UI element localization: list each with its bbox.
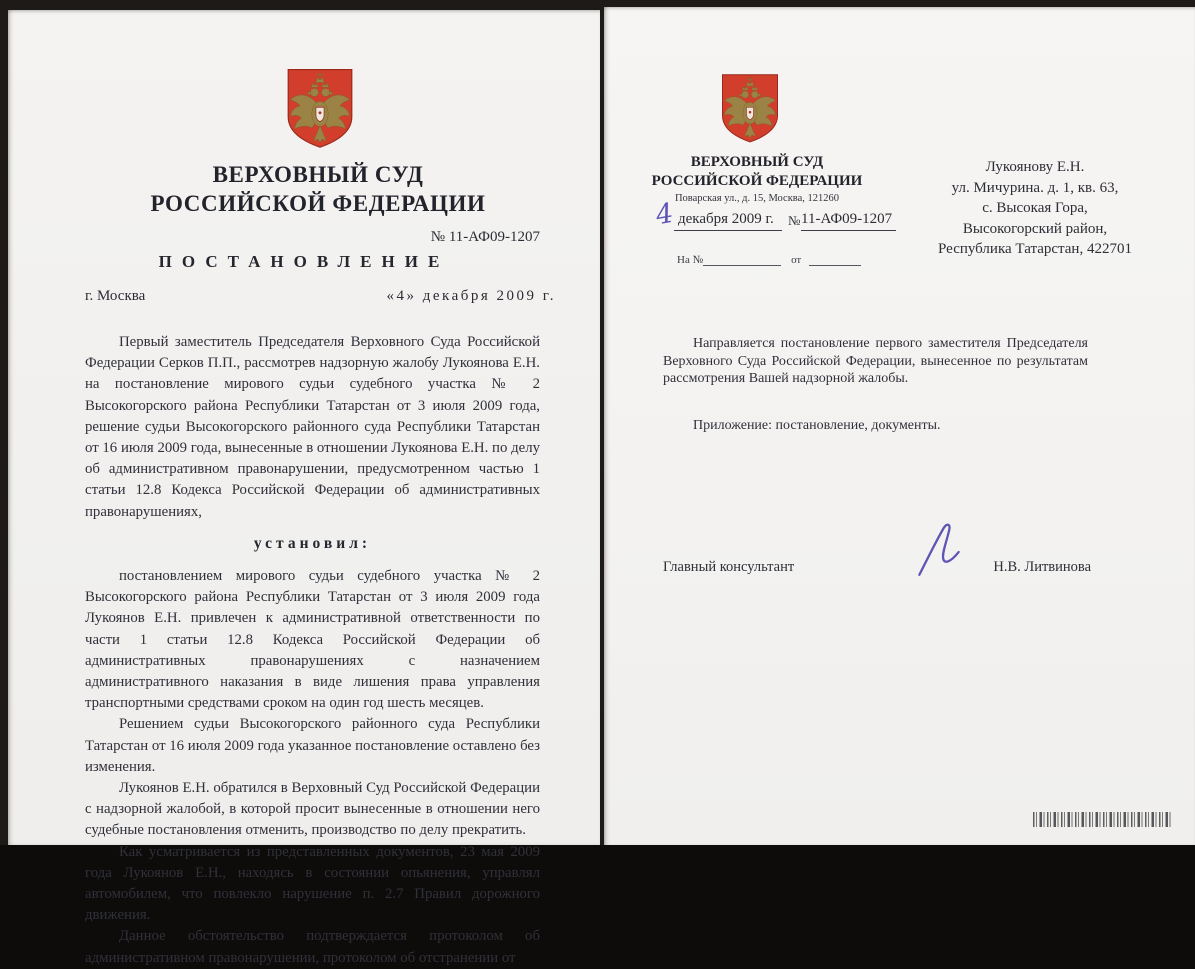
- city: г. Москва: [85, 288, 146, 304]
- court-name-line1: ВЕРХОВНЫЙ СУД: [690, 154, 824, 170]
- resolution-body: [85, 332, 540, 969]
- recipient-line: с. Высокая Гора,: [982, 200, 1088, 216]
- resolution-word: установил:: [253, 534, 372, 552]
- attachment-line: Приложение: постановление, документы.: [693, 417, 941, 433]
- barcode-icon: [1033, 812, 1173, 827]
- body-paragraph: постановлением мирового судьи судебного участка № 2 Высокогорского района Республики Татарстан от 3 июля 2009 года Лукоянов Е.Н. привлечен к административной ответственности по части 1 статьи 12.8 Кодекса Российской Федерации об административных правонарушениях с назначением административного наказания в виде лишения права управления транспортными средствами сроком на один год шесть месяцев.: [85, 568, 540, 712]
- recipient-line: Лукоянову Е.Н.: [985, 159, 1085, 175]
- document-title: ПОСТАНОВЛЕНИЕ: [158, 252, 450, 271]
- ref-no-blank: [703, 253, 781, 266]
- body-paragraph: Решением судьи Высокогорского районного суда Республики Татарстан от 16 июля 2009 года указанное постановление оставлено без изменения.: [85, 716, 540, 775]
- case-number: 11-АФ09-1207: [801, 211, 896, 231]
- cover-letter-page: [604, 7, 1195, 845]
- recipient-line: Высокогорский район,: [962, 220, 1108, 237]
- letter-body: [663, 335, 1088, 434]
- court-name-line2: РОССИЙСКОЙ ФЕДЕРАЦИИ: [651, 173, 863, 189]
- body-paragraph: Данное обстоятельство подтверждается протоколом об административном правонарушении, протоколом об отстранении от: [85, 928, 540, 966]
- intro-paragraph: Первый заместитель Председателя Верховного Суда Российской Федерации Серков П.П., рассмотрев надзорную жалобу Лукоянова Е.Н. на постановление мирового судьи судебного участка № 2 Высокогорского района Республики Татарстан от 3 июля 2009 года, решение судьи Высокогорского районного суда Республики Татарстан от 16 июля 2009 года, вынесенные в отношении Лукоянова Е.Н. по делу об административном правонарушении, предусмотренном частью 1 статьи 12.8 Кодекса Российской Федерации об административных правонарушениях,: [85, 334, 540, 520]
- case-number: № 11-АФ09-1207: [430, 229, 540, 245]
- resolution-page: [8, 10, 600, 966]
- document-date: «4» декабря 2009 г.: [386, 288, 556, 304]
- number-sign: №: [788, 213, 801, 228]
- court-name-line2: РОССИЙСКОЙ ФЕДЕРАЦИИ: [150, 191, 486, 216]
- court-name: [612, 153, 902, 191]
- recipient-address-block: [899, 157, 1171, 260]
- letter-date: декабря 2009 г.: [674, 211, 782, 231]
- ref-from-blank: [809, 253, 861, 266]
- signature-row: [663, 559, 1091, 576]
- recipient-line: ул. Мичурина. д. 1, кв. 63,: [951, 179, 1119, 196]
- court-address: Поварская ул., д. 15, Москва, 121260: [674, 193, 840, 204]
- ref-from-label: от: [791, 254, 802, 266]
- body-paragraph: Как усматривается из представленных документов, 23 мая 2009 года Лукоянов Е.Н., находясь в состоянии опьянения, управлял автомобилем, что повлекло нарушение п. 2.7 Правил дорожного движения.: [85, 843, 540, 924]
- letter-paragraph: Направляется постановление первого заместителя Председателя Верховного Суда Российской Федерации, вынесенное по результатам рассмотрения Вашей надзорной жалобы.: [663, 336, 1088, 387]
- court-name-line1: ВЕРХОВНЫЙ СУД: [212, 162, 424, 187]
- reference-row: [677, 253, 861, 266]
- body-paragraph: Лукоянов Е.Н. обратился в Верховный Суд Российской Федерации с надзорной жалобой, в которой просит вынесенные в отношении него судебные постановления отменить, производство по делу прекратить.: [85, 780, 540, 839]
- recipient-line: Республика Татарстан, 422701: [938, 241, 1132, 257]
- signer-name: Н.В. Литвинова: [993, 559, 1091, 575]
- city-date-row: [85, 288, 556, 305]
- court-name: [22, 160, 614, 218]
- signer-title: Главный консультант: [663, 559, 795, 575]
- ref-no-label: На №: [677, 254, 704, 266]
- handwritten-day: 4: [653, 197, 676, 232]
- coat-of-arms-icon: [283, 66, 357, 150]
- coat-of-arms-icon: [718, 68, 782, 148]
